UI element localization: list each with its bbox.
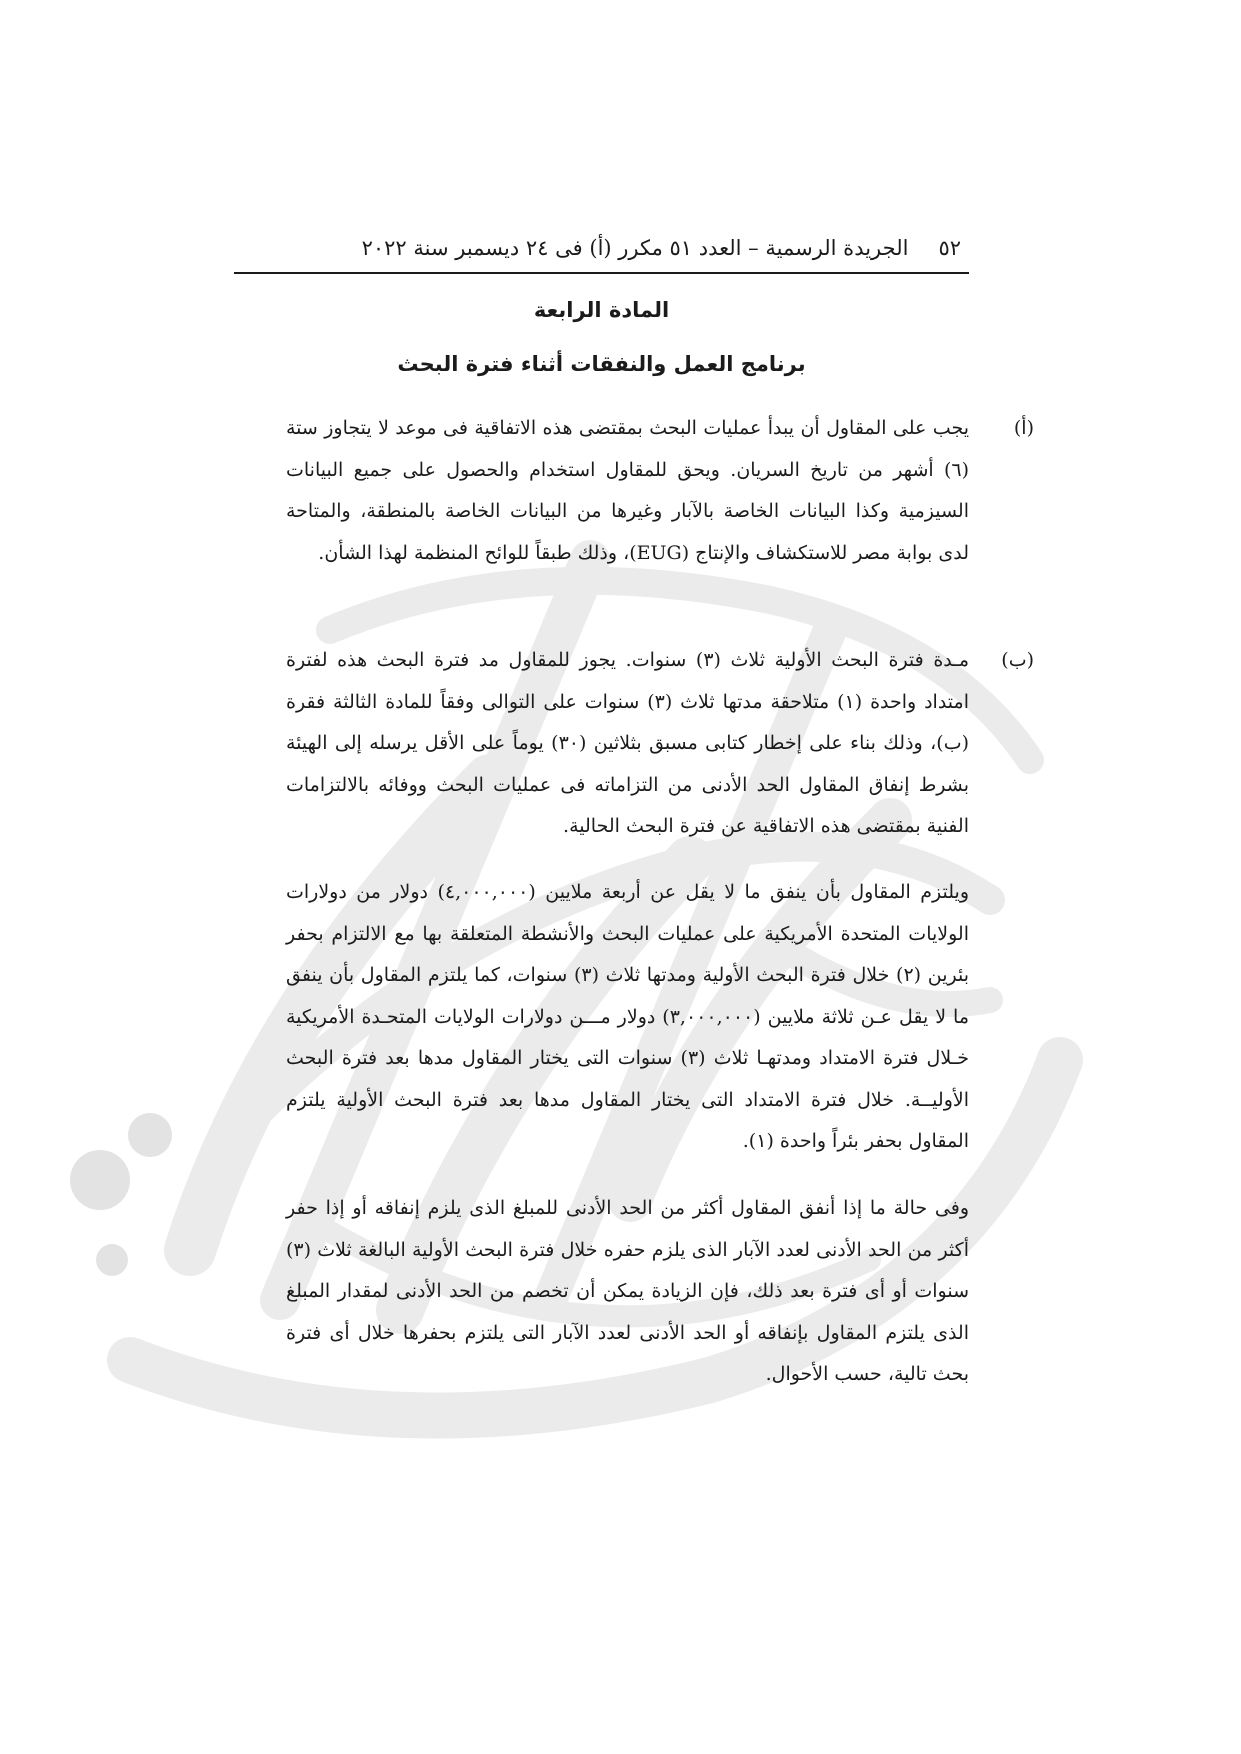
running-title: الجريدة الرسمية – العدد ٥١ مكرر (أ) فى ٢٤ ديسمبر سنة ٢٠٢٢ [361, 236, 909, 260]
article-subtitle: برنامج العمل والنفقات أثناء فترة البحث [397, 352, 806, 376]
article-title: المادة الرابعة [533, 298, 670, 322]
clause-a-text: يجب على المقاول أن يبدأ عمليات البحث بمقتضى هذه الاتفاقية فى موعد لا يتجاوز ستة (٦) أشهر من تاريخ السريان. ويحق للمقاول استخدام والحصول على جميع البيانات السيزمية وكذا البيانات الخاصة بالآبار وغيرها من البيانات الخاصة بالمنطقة، والمتاحة لدى بوابة مصر للاستكشاف والإنتاج (EUG)، وذلك طبقاً للوائح المنظمة لهذا الشأن. [286, 417, 969, 564]
clause-label-b: (ب) [1001, 649, 1034, 671]
spending-obligation-paragraph: ويلتزم المقاول بأن ينفق ما لا يقل عن أربعة ملايين (٤,٠٠٠,٠٠٠) دولار من دولارات الولايات المتحدة الأمريكية على عمليات البحث والأنشطة المتعلقة بها مع الالتزام بحفر بئرين (٢) خلال فترة البحث الأولية ومدتها ثلاث (٣) سنوات، كما يلتزم المقاول بأن ينفق ما لا يقل عـن ثلاثة ملايين (٣,٠٠٠,٠٠٠) دولار مـــن دولارات الولايات المتحـدة الأمريكية خـلال فترة الامتداد ومدتهـا ثلاث (٣) سنوات التى يختار المقاول مدها بعد فترة البحث الأوليــة. خلال فترة الامتداد التى يختار المقاول مدها بعد فترة البحث الأولية يلتزم المقاول بحفر بئراً واحدة (١). [286, 881, 970, 1152]
clause-label-a: (أ) [1013, 417, 1034, 439]
excess-spending-paragraph: وفى حالة ما إذا أنفق المقاول أكثر من الحد الأدنى للمبلغ الذى يلزم إنفاقه أو إذا حفر أكثر من الحد الأدنى لعدد الآبار الذى يلزم حفره خلال فترة البحث الأولية البالغة ثلاث (٣) سنوات أو أى فترة بعد ذلك، فإن الزيادة يمكن أن تخصم من الحد الأدنى لمقدار المبلغ الذى يلتزم المقاول بإنفاقه أو الحد الأدنى لعدد الآبار التى يلتزم بحفرها خلال أى فترة بحث تالية، حسب الأحوال. [286, 1197, 969, 1385]
clause-b-text: مـدة فترة البحث الأولية ثلاث (٣) سنوات. يجوز للمقاول مد فترة البحث هذه لفترة امتداد واحدة (١) متلاحقة مدتها ثلاث (٣) سنوات على التوالى وفقاً للمادة الثالثة فقرة (ب)، وذلك بناء على إخطار كتابى مسبق بثلاثين (٣٠) يوماً على الأقل يرسله إلى الهيئة بشرط إنفاق المقاول الحد الأدنى من التزاماته فى عمليات البحث ووفائه بالالتزامات الفنية بمقتضى هذه الاتفاقية عن فترة البحث الحالية. [286, 649, 969, 837]
page-header [234, 228, 969, 268]
header-divider [234, 272, 969, 274]
page-number: ٥٢ [938, 236, 961, 260]
